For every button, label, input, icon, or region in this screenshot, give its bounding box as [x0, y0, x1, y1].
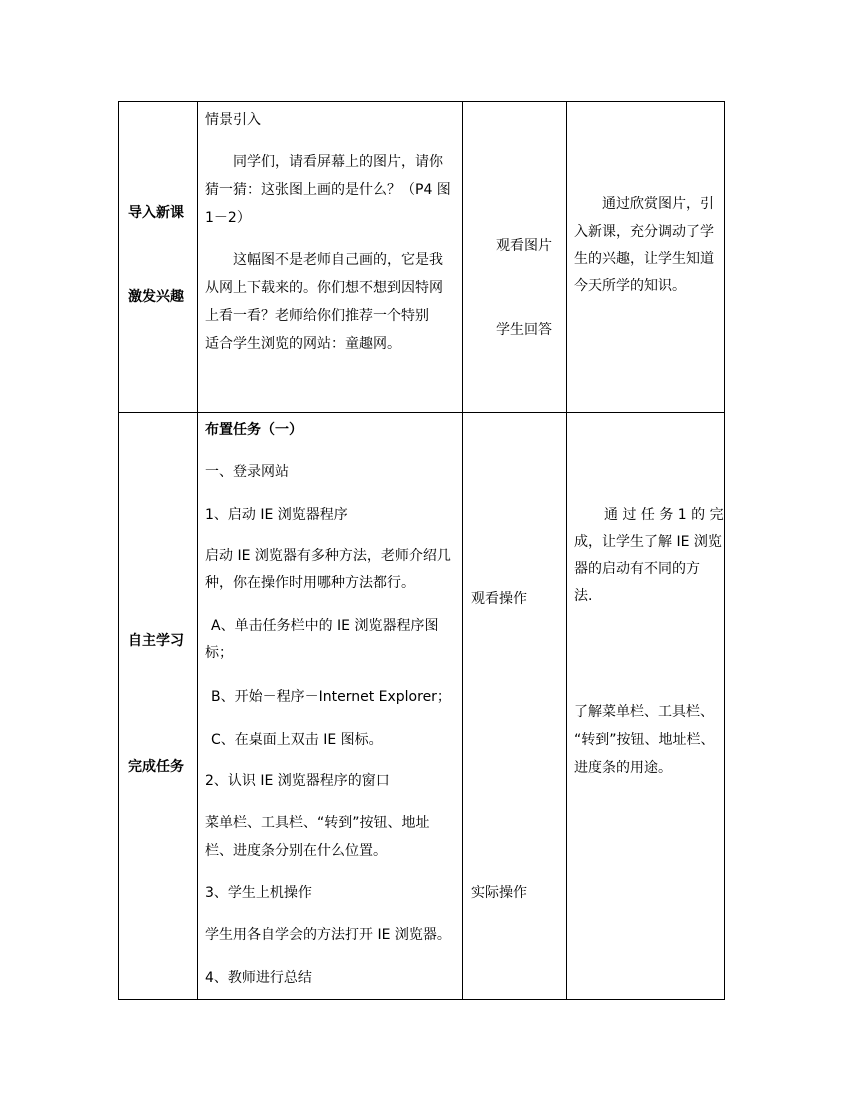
row2-text-line: 标； — [205, 645, 233, 661]
row1-heading: 情景引入 — [205, 112, 261, 128]
row1-text-line: 适合学生浏览的网站：童趣网。 — [205, 336, 401, 352]
column-divider — [566, 102, 567, 999]
row2-text-line: 栏、进度条分别在什么位置。 — [205, 843, 387, 859]
row1-intent-line: 今天所学的知识。 — [574, 278, 686, 294]
row-divider — [119, 412, 724, 413]
row2-intent-line: 通 过 任 务 1 的 完 — [604, 507, 724, 523]
row2-student-activity: 观看操作 — [471, 591, 527, 607]
row2-text-line: 3、学生上机操作 — [205, 885, 312, 901]
row2-text-line: 一、登录网站 — [205, 464, 289, 480]
row1-intent-line: 生的兴趣，让学生知道 — [574, 251, 714, 267]
row2-text-line: B、开始－程序－Internet Explorer； — [211, 689, 451, 705]
row1-text-line: 同学们，请看屏幕上的图片，请你 — [233, 154, 443, 170]
row2-text-line: 菜单栏、工具栏、“转到”按钮、地址 — [205, 815, 430, 831]
row2-text-line: 学生用各自学会的方法打开 IE 浏览器。 — [205, 927, 451, 943]
row2-intent-line: 法. — [574, 588, 593, 604]
row2-text-line: 4、教师进行总结 — [205, 970, 312, 986]
row2-text-line: 种，你在操作时用哪种方法都行。 — [205, 575, 415, 591]
row1-label-bottom: 激发兴趣 — [128, 289, 184, 305]
row2-text-line: 2、认识 IE 浏览器程序的窗口 — [205, 773, 390, 789]
row2-intent-line: 了解菜单栏、工具栏、 — [574, 704, 714, 720]
row2-heading: 布置任务（一） — [205, 422, 303, 438]
row1-text-line: 猜一猜：这张图上画的是什么？（P4 图 — [205, 182, 451, 198]
row2-intent-line: 器的启动有不同的方 — [574, 561, 700, 577]
row2-label-bottom: 完成任务 — [128, 759, 184, 775]
row2-intent-line: 成，让学生了解 IE 浏览 — [574, 534, 722, 550]
row1-text-line: 上看一看？老师给你们推荐一个特别 — [205, 308, 429, 324]
row2-label-top: 自主学习 — [128, 633, 184, 649]
row2-text-line: 1、启动 IE 浏览器程序 — [205, 507, 348, 523]
row1-text-line: 从网上下载来的。你们想不想到因特网 — [205, 280, 443, 296]
row2-text-line: A、单击任务栏中的 IE 浏览器程序图 — [211, 618, 439, 634]
row2-intent-line: 进度条的用途。 — [574, 760, 672, 776]
column-divider — [197, 102, 198, 999]
row2-student-activity: 实际操作 — [471, 885, 527, 901]
row1-text-line: 这幅图不是老师自己画的，它是我 — [233, 252, 443, 268]
row1-student-activity: 观看图片 — [496, 238, 552, 254]
row2-text-line: 启动 IE 浏览器有多种方法，老师介绍几 — [205, 548, 451, 564]
lesson-plan-table — [118, 101, 725, 1000]
row2-intent-line: “转到”按钮、地址栏、 — [574, 732, 715, 748]
row1-intent-line: 通过欣赏图片，引 — [602, 196, 714, 212]
column-divider — [462, 102, 463, 999]
row1-label-top: 导入新课 — [128, 205, 184, 221]
row1-student-activity: 学生回答 — [496, 322, 552, 338]
row2-text-line: C、在桌面上双击 IE 图标。 — [211, 732, 383, 748]
row1-text-line: 1－2） — [205, 210, 251, 226]
row1-intent-line: 入新课，充分调动了学 — [574, 224, 714, 240]
